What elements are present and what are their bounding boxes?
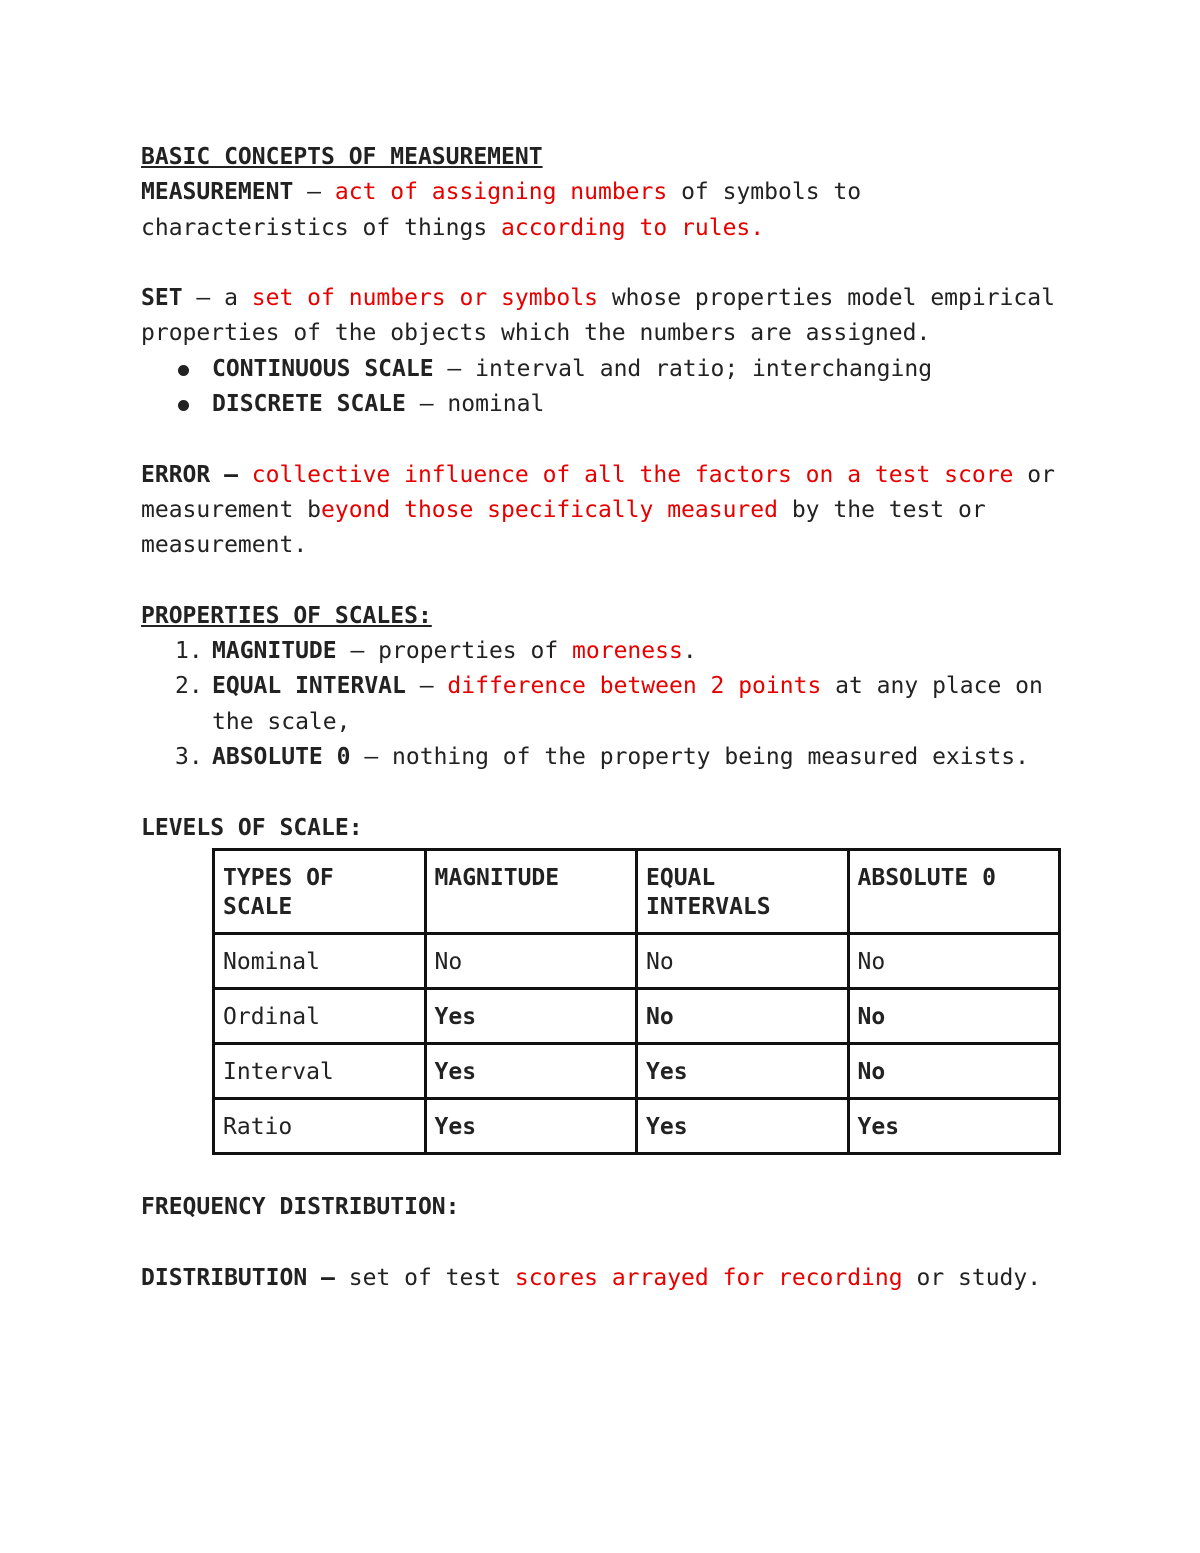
- set-text: whose properties model empirical properties of the objects which the numbers are assigned.: [141, 285, 1055, 347]
- table-cell: Ordinal: [214, 988, 426, 1043]
- list-item: [141, 669, 1061, 740]
- error-text-2: by the test or measurement.: [141, 496, 986, 559]
- measurement-highlight-2: according to rules.: [501, 214, 765, 241]
- magnitude-text: – properties of: [336, 638, 573, 665]
- properties-heading-text: PROPERTIES OF SCALES:: [141, 602, 432, 629]
- table-row: [214, 1043, 1060, 1098]
- table-cell: Interval: [214, 1043, 426, 1098]
- table-cell: No: [637, 933, 849, 988]
- error-definition: [141, 458, 1061, 564]
- list-number: 1.: [175, 638, 203, 665]
- cell-value: No: [646, 1003, 674, 1030]
- absolute-zero-term: ABSOLUTE 0: [212, 744, 351, 771]
- measurement-dash: –: [293, 179, 335, 206]
- table-header-cell: [425, 849, 637, 933]
- page-title: [141, 140, 1061, 175]
- table-row: [214, 988, 1060, 1043]
- error-term: ERROR –: [141, 461, 238, 488]
- cell-value: Yes: [434, 1003, 477, 1030]
- list-number: 2.: [175, 673, 203, 700]
- header-types-of-scale: TYPES OF SCALE: [223, 864, 334, 920]
- table-cell: [425, 1098, 637, 1153]
- list-number: 3.: [175, 744, 203, 771]
- error-highlight-2: eyond those specifically measured: [321, 496, 778, 523]
- error-highlight-1: collective influence of all the factors on a test score: [251, 461, 1014, 488]
- table-cell: [425, 1043, 637, 1098]
- table-header-cell: [637, 849, 849, 933]
- distribution-highlight: scores arrayed for recording: [514, 1264, 903, 1291]
- cell-value: Yes: [646, 1058, 688, 1085]
- list-item: [141, 387, 1061, 422]
- frequency-heading-text: FREQUENCY DISTRIBUTION:: [141, 1194, 460, 1221]
- spacer: [141, 775, 1061, 810]
- distribution-text-1: set of test: [334, 1264, 515, 1291]
- properties-heading: [141, 599, 1061, 634]
- equal-interval-end: at any place on the scale,: [212, 673, 1043, 735]
- table-cell: [848, 1043, 1060, 1098]
- cell-value: Yes: [434, 1058, 477, 1085]
- set-dash: – a: [182, 285, 252, 312]
- table-cell: [848, 1098, 1060, 1153]
- frequency-heading: [141, 1190, 1061, 1225]
- discrete-scale-term: DISCRETE SCALE: [212, 391, 406, 418]
- table-cell: [848, 988, 1060, 1043]
- header-magnitude: MAGNITUDE: [434, 864, 560, 891]
- cell-value: No: [857, 1003, 886, 1030]
- table-row: [214, 1098, 1060, 1153]
- table-cell: [637, 988, 849, 1043]
- spacer: [141, 422, 1061, 457]
- table-cell: No: [425, 933, 637, 988]
- table-cell: [637, 1098, 849, 1153]
- bullet-icon: [178, 400, 189, 411]
- table-cell: No: [848, 933, 1060, 988]
- header-equal-intervals: EQUAL INTERVALS: [646, 864, 771, 920]
- spacer: [141, 246, 1061, 281]
- table-cell: [425, 988, 637, 1043]
- measurement-text-1: of symbols to characteristics of things: [141, 179, 862, 241]
- absolute-zero-text: – nothing of the property being measured exists.: [350, 744, 1029, 771]
- table-header-cell: [848, 849, 1060, 933]
- spacer: [141, 1155, 1061, 1190]
- equal-interval-term: EQUAL INTERVAL: [212, 673, 406, 700]
- table-header-row: [214, 849, 1060, 933]
- table-cell: Ratio: [214, 1098, 426, 1153]
- discrete-scale-text: – nominal: [405, 391, 545, 418]
- measurement-term: MEASUREMENT: [141, 179, 294, 206]
- set-term: SET: [141, 285, 183, 312]
- table-cell: [637, 1043, 849, 1098]
- spacer: [141, 564, 1061, 599]
- measurement-definition: [141, 175, 1061, 246]
- levels-heading: [141, 811, 1061, 846]
- table-header-cell: [214, 849, 426, 933]
- cell-value: Yes: [857, 1113, 900, 1140]
- header-absolute-zero: ABSOLUTE 0: [857, 864, 996, 891]
- magnitude-end: .: [682, 638, 697, 665]
- distribution-definition: [141, 1261, 1061, 1296]
- scale-types-list: [141, 352, 1061, 423]
- table-cell: Nominal: [214, 933, 426, 988]
- list-item: [141, 352, 1061, 387]
- properties-list: [141, 634, 1061, 775]
- distribution-term: DISTRIBUTION –: [141, 1264, 335, 1291]
- bullet-icon: [178, 365, 189, 376]
- magnitude-highlight: moreness: [572, 638, 683, 665]
- set-highlight: set of numbers or symbols: [251, 285, 598, 312]
- spacer: [141, 1226, 1061, 1261]
- list-item: [141, 634, 1061, 669]
- error-text-1: or measurement b: [141, 461, 1055, 523]
- distribution-text-2: or study.: [902, 1264, 1042, 1291]
- continuous-scale-text: – interval and ratio; interchanging: [433, 355, 933, 382]
- continuous-scale-term: CONTINUOUS SCALE: [212, 355, 434, 382]
- document-body: [141, 140, 1061, 1296]
- set-definition: [141, 281, 1061, 352]
- magnitude-term: MAGNITUDE: [212, 638, 337, 665]
- levels-of-scale-table: [212, 848, 1061, 1155]
- cell-value: Yes: [646, 1113, 688, 1140]
- cell-value: Yes: [434, 1113, 477, 1140]
- levels-heading-text: LEVELS OF SCALE:: [141, 814, 363, 841]
- list-item: [141, 740, 1061, 775]
- cell-value: No: [857, 1058, 886, 1085]
- table-row: [214, 933, 1060, 988]
- measurement-highlight-1: act of assigning numbers: [334, 179, 668, 206]
- page-title-text: BASIC CONCEPTS OF MEASUREMENT: [141, 144, 543, 170]
- equal-interval-highlight: difference between 2 points: [447, 673, 822, 700]
- equal-interval-text: –: [405, 673, 448, 700]
